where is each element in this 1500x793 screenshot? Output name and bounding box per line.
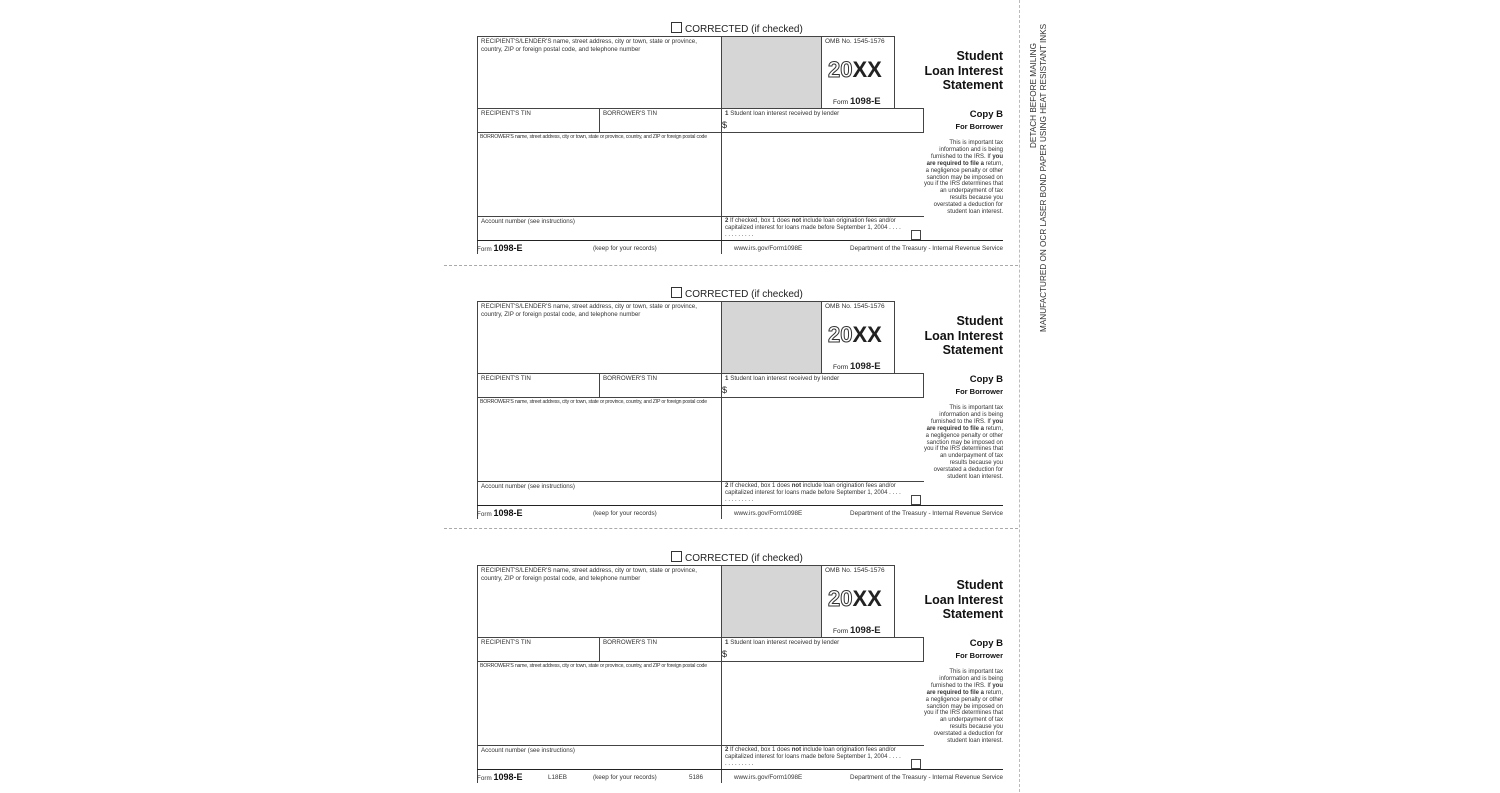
account-number-field[interactable] — [479, 755, 719, 767]
box1-label — [725, 375, 839, 383]
title-line-2: Loan Interest — [924, 592, 1003, 607]
notice-bold: you are required to file a — [926, 682, 1003, 696]
form-id — [833, 361, 881, 372]
box1-text: Student loan interest received by lender — [730, 639, 840, 646]
account-number-label: Account number (see instructions) — [481, 218, 575, 225]
notice-line-2: return, a negligence penalty or other sanction may be imposed on you if the IRS determines that an underpayment of tax results because you overstated a deduction for student loan interest. — [923, 689, 1003, 745]
notice-line-1: This is important tax information and is being furnished to the IRS. If — [930, 669, 1003, 689]
borrower-name-label: BORROWER'S name, street address, city or town, state or province, country, and ZIP or foreign postal code — [480, 399, 707, 405]
recipient-name-field[interactable] — [479, 54, 719, 106]
footer-url[interactable]: www.irs.gov/Form1098E — [734, 774, 803, 781]
tax-year — [828, 322, 882, 348]
borrower-name-label: BORROWER'S name, street address, city or town, state or province, country, and ZIP or foreign postal code — [480, 663, 707, 669]
title-line-1: Student — [956, 314, 1003, 328]
title-line-3: Statement — [942, 343, 1003, 357]
recipient-name-label: RECIPIENT'S/LENDER'S name, street address, city or town, state or province, country, ZIP or foreign postal code, and telephone number — [481, 38, 697, 53]
box2-text-b: include loan origination fees and/or capitalized interest for loans made before September 1, 2004 — [725, 218, 896, 231]
borrower-name-label: BORROWER'S name, street address, city or town, state or province, country, and ZIP or foreign postal code — [480, 134, 707, 140]
form-id — [833, 96, 881, 107]
form-title — [925, 578, 1004, 622]
footer-form-number: 1098-E — [493, 508, 523, 518]
dollar-sign: $ — [722, 385, 728, 395]
omb-number: OMB No. 1545-1576 — [825, 303, 885, 310]
side-text-detach: DETACH BEFORE MAILING — [1029, 43, 1038, 148]
borrower-tin-field[interactable] — [601, 647, 719, 659]
omb-number: OMB No. 1545-1576 — [825, 38, 885, 45]
box2-text-a: If checked, box 1 does — [730, 747, 791, 753]
corrected-checkbox-row[interactable] — [671, 22, 803, 35]
footer-code-1: L18EB — [548, 774, 567, 781]
box2-text — [725, 483, 903, 503]
borrower-tin-field[interactable] — [601, 383, 719, 395]
box2-text-a: If checked, box 1 does — [730, 483, 791, 489]
box2-bold: not — [791, 483, 802, 489]
form-number: 1098-E — [849, 625, 881, 636]
title-line-2: Loan Interest — [924, 328, 1003, 343]
account-number-field[interactable] — [479, 491, 719, 503]
form-1098e-copy-1 — [477, 24, 1003, 264]
box2-text-b: include loan origination fees and/or capitalized interest for loans made before September 1, 2004 — [725, 483, 896, 496]
tax-year — [828, 586, 882, 612]
corrected-checkbox[interactable] — [671, 287, 682, 298]
box2-bold: not — [791, 218, 802, 224]
recipient-tin-field[interactable] — [479, 118, 597, 130]
box1-number: 1 — [725, 639, 729, 646]
notice-bold: you are required to file a — [926, 418, 1003, 432]
recipient-tin-label: RECIPIENT'S TIN — [481, 110, 531, 117]
recipient-tin-label: RECIPIENT'S TIN — [481, 375, 531, 382]
box1-number: 1 — [725, 375, 729, 382]
title-line-3: Statement — [942, 607, 1003, 621]
form-word: Form — [833, 364, 849, 371]
copy-label: Copy B — [969, 109, 1003, 120]
recipient-name-field[interactable] — [479, 583, 719, 635]
footer-form-number: 1098-E — [493, 772, 523, 782]
box2-dots: . . . . . . . . . . . . . — [725, 753, 901, 767]
corrected-checkbox-row[interactable] — [671, 551, 803, 564]
year-suffix: XX — [852, 57, 882, 82]
recipient-name-label: RECIPIENT'S/LENDER'S name, street address, city or town, state or province, country, ZIP or foreign postal code, and telephone number — [481, 303, 697, 318]
box2-text-b: include loan origination fees and/or capitalized interest for loans made before September 1, 2004 — [725, 747, 896, 760]
box1-amount-field[interactable] — [729, 384, 919, 396]
form-title — [925, 314, 1004, 358]
footer-url[interactable]: www.irs.gov/Form1098E — [734, 245, 803, 252]
box2-number: 2 — [725, 747, 729, 753]
account-number-field[interactable] — [479, 226, 719, 238]
corrected-label: CORRECTED (if checked) — [685, 289, 803, 300]
box2-text-a: If checked, box 1 does — [730, 218, 791, 224]
footer-form-id — [477, 772, 522, 782]
box2-checkbox[interactable] — [911, 230, 921, 240]
footer-keep: (keep for your records) — [593, 245, 657, 252]
title-line-1: Student — [956, 578, 1003, 592]
box1-label — [725, 639, 839, 647]
footer-dept: Department of the Treasury - Internal Revenue Service — [850, 774, 1003, 781]
footer-form-word: Form — [477, 511, 492, 518]
recipient-tin-field[interactable] — [479, 383, 597, 395]
box1-amount-field[interactable] — [729, 648, 919, 660]
form-1098e-copy-3 — [477, 553, 1003, 793]
box2-checkbox[interactable] — [911, 759, 921, 769]
year-suffix: XX — [852, 586, 882, 611]
notice-text — [923, 669, 1003, 745]
title-line-3: Statement — [942, 78, 1003, 92]
copy-label: Copy B — [969, 374, 1003, 385]
notice-line-1: This is important tax information and is being furnished to the IRS. If — [930, 140, 1003, 160]
corrected-label: CORRECTED (if checked) — [685, 24, 803, 35]
copy-label: Copy B — [969, 638, 1003, 649]
borrower-name-field[interactable] — [479, 142, 719, 214]
footer-form-id — [477, 243, 522, 253]
footer-code-2: 5186 — [689, 774, 704, 781]
recipient-tin-label: RECIPIENT'S TIN — [481, 639, 531, 646]
box2-number: 2 — [725, 483, 729, 489]
borrower-tin-label: BORROWER'S TIN — [603, 639, 658, 646]
borrower-tin-label: BORROWER'S TIN — [603, 110, 658, 117]
footer-keep: (keep for your records) — [593, 510, 657, 517]
form-word: Form — [833, 99, 849, 106]
form-title — [925, 49, 1004, 93]
year-suffix: XX — [852, 322, 882, 347]
corrected-checkbox-row[interactable] — [671, 287, 803, 300]
box2-dots: . . . . . . . . . . . . . — [725, 224, 901, 238]
box2-number: 2 — [725, 218, 729, 224]
notice-bold: you are required to file a — [926, 153, 1003, 167]
footer-form-id — [477, 508, 522, 518]
box2-checkbox[interactable] — [911, 495, 921, 505]
year-prefix: 20 — [828, 322, 853, 347]
account-number-label: Account number (see instructions) — [481, 483, 575, 490]
box1-label — [725, 110, 839, 118]
form-number: 1098-E — [849, 361, 881, 372]
box1-amount-field[interactable] — [729, 119, 919, 131]
box2-bold: not — [791, 747, 802, 753]
corrected-checkbox[interactable] — [671, 551, 682, 562]
notice-text — [923, 405, 1003, 481]
footer-dept: Department of the Treasury - Internal Revenue Service — [850, 245, 1003, 252]
tear-line-1 — [444, 265, 1018, 266]
notice-line-2: return, a negligence penalty or other sanction may be imposed on you if the IRS determines that an underpayment of tax results because you overstated a deduction for student loan interest. — [923, 425, 1003, 481]
notice-text — [923, 140, 1003, 216]
borrower-tin-label: BORROWER'S TIN — [603, 375, 658, 382]
vertical-tear-line — [1019, 0, 1020, 792]
footer-keep: (keep for your records) — [593, 774, 657, 781]
borrower-tin-field[interactable] — [601, 118, 719, 130]
tax-year — [828, 57, 882, 83]
box1-number: 1 — [725, 110, 729, 117]
footer-form-word: Form — [477, 775, 492, 782]
footer-form-number: 1098-E — [493, 243, 523, 253]
dollar-sign: $ — [722, 649, 728, 659]
form-id — [833, 625, 881, 636]
form-number: 1098-E — [849, 96, 881, 107]
footer-dept: Department of the Treasury - Internal Revenue Service — [850, 510, 1003, 517]
side-text-manufactured: MANUFACTURED ON OCR LASER BOND PAPER USING HEAT RESISTANT INKS — [1039, 23, 1048, 332]
box2-dots: . . . . . . . . . . . . . — [725, 489, 901, 503]
for-borrower-label: For Borrower — [955, 122, 1003, 131]
year-prefix: 20 — [828, 586, 853, 611]
year-prefix: 20 — [828, 57, 853, 82]
box1-text: Student loan interest received by lender — [730, 110, 840, 117]
corrected-label: CORRECTED (if checked) — [685, 553, 803, 564]
corrected-checkbox[interactable] — [671, 22, 682, 33]
for-borrower-label: For Borrower — [955, 651, 1003, 660]
omb-number: OMB No. 1545-1576 — [825, 567, 885, 574]
form-1098e-copy-2 — [477, 289, 1003, 529]
recipient-name-field[interactable] — [479, 319, 719, 371]
footer-url[interactable]: www.irs.gov/Form1098E — [734, 510, 803, 517]
recipient-name-label: RECIPIENT'S/LENDER'S name, street address, city or town, state or province, country, ZIP or foreign postal code, and telephone number — [481, 567, 697, 582]
for-borrower-label: For Borrower — [955, 387, 1003, 396]
borrower-name-field[interactable] — [479, 407, 719, 479]
notice-line-1: This is important tax information and is being furnished to the IRS. If — [930, 405, 1003, 425]
notice-line-2: return, a negligence penalty or other sanction may be imposed on you if the IRS determines that an underpayment of tax results because you overstated a deduction for student loan interest. — [923, 160, 1003, 216]
title-line-2: Loan Interest — [924, 63, 1003, 78]
box1-text: Student loan interest received by lender — [730, 375, 840, 382]
account-number-label: Account number (see instructions) — [481, 747, 575, 754]
form-word: Form — [833, 628, 849, 635]
borrower-name-field[interactable] — [479, 671, 719, 743]
box2-text — [725, 218, 903, 238]
title-line-1: Student — [956, 49, 1003, 63]
recipient-tin-field[interactable] — [479, 647, 597, 659]
tear-line-2 — [444, 528, 1018, 529]
dollar-sign: $ — [722, 120, 728, 130]
footer-form-word: Form — [477, 246, 492, 253]
box2-text — [725, 747, 903, 767]
